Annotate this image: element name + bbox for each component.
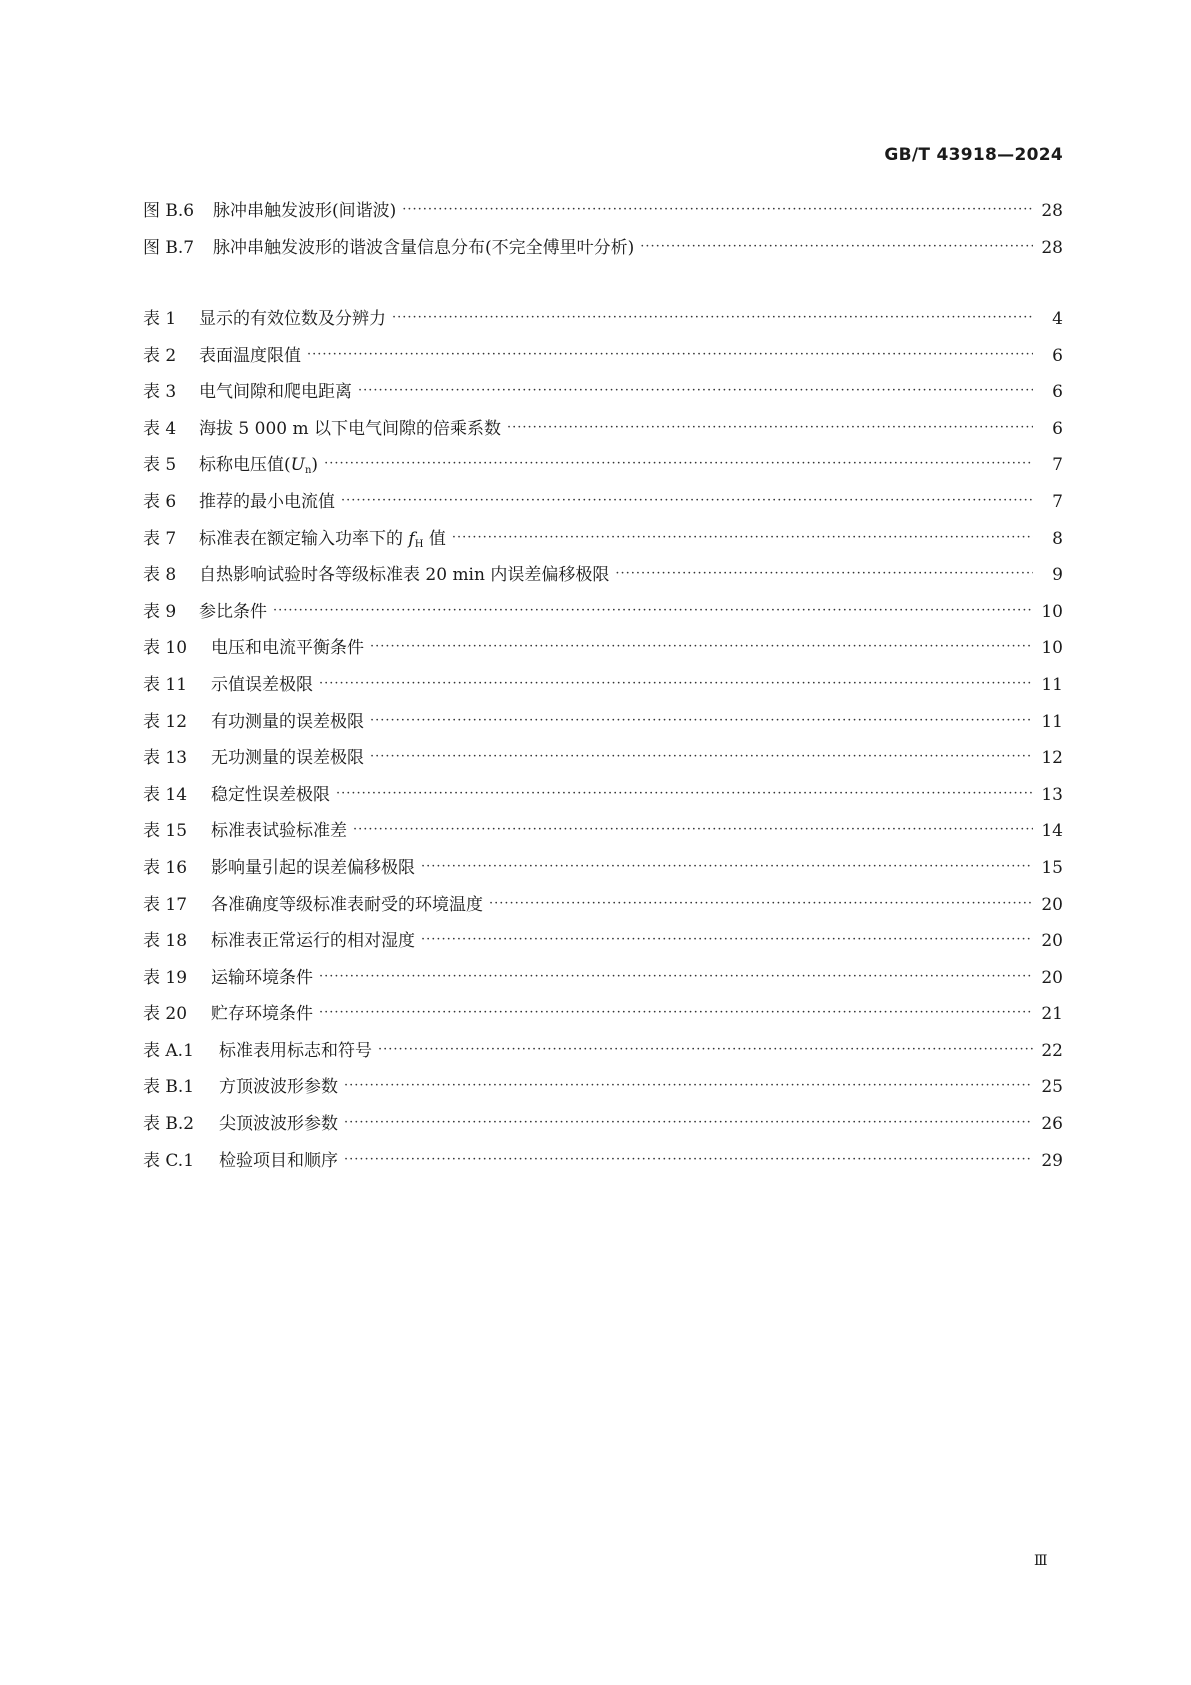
dot-leader [324, 456, 1033, 471]
dot-leader [370, 713, 1033, 728]
table-list [143, 304, 1063, 1182]
entry-title: 检验项目和顺序 [219, 1150, 338, 1171]
title-text: 标准表在额定输入功率下的 [199, 528, 409, 549]
entry-label: 表 1 [143, 309, 177, 329]
toc-entry-table-c1[interactable] [143, 1146, 1063, 1183]
entry-page: 15 [1041, 857, 1063, 878]
entry-label: 表 B.1 [143, 1077, 195, 1098]
entry-title: 电气间隙和爬电距离 [199, 382, 352, 403]
entry-title: 运输环境条件 [211, 967, 313, 988]
dot-leader [344, 1078, 1033, 1093]
entry-title: 参比条件 [199, 601, 267, 622]
dot-leader [489, 896, 1033, 911]
toc-entry-table-7[interactable] [143, 524, 1063, 561]
standard-code: GB/T 43918—2024 [884, 145, 1063, 165]
entry-label: 表 15 [143, 821, 188, 842]
toc-entry-table-12[interactable] [143, 707, 1063, 744]
page-number: Ⅲ [1034, 1553, 1047, 1569]
entry-title: 海拔 5 000 m 以下电气间隙的倍乘系数 [199, 418, 501, 439]
dot-leader [452, 530, 1033, 545]
entry-page: 8 [1052, 528, 1063, 549]
toc-entry-table-b1[interactable] [143, 1072, 1063, 1109]
entry-title: 示值误差极限 [211, 674, 313, 695]
toc-entry-table-4[interactable] [143, 414, 1063, 451]
entry-page: 26 [1041, 1114, 1063, 1135]
dot-leader [402, 202, 1033, 217]
entry-page: 13 [1041, 784, 1063, 805]
dot-leader [370, 639, 1033, 654]
title-subscript: H [414, 538, 424, 550]
entry-label: 表 12 [143, 711, 188, 732]
entry-label: 表 14 [143, 784, 188, 805]
entry-page: 10 [1041, 601, 1063, 622]
dot-leader [344, 1115, 1033, 1130]
toc-entry-table-18[interactable] [143, 926, 1063, 963]
entry-label: 表 13 [143, 748, 188, 769]
toc-entry-table-9[interactable] [143, 597, 1063, 634]
entry-page: 9 [1052, 565, 1063, 586]
dot-leader [319, 969, 1033, 984]
entry-label: 表 20 [143, 1004, 188, 1025]
entry-label: 表 5 [143, 455, 177, 476]
entry-page: 28 [1041, 237, 1063, 258]
toc-entry-table-14[interactable] [143, 780, 1063, 817]
entry-page: 20 [1041, 967, 1063, 988]
toc-entry-table-3[interactable] [143, 377, 1063, 414]
entry-title: 贮存环境条件 [211, 1004, 313, 1025]
entry-label: 表 6 [143, 491, 177, 512]
dot-leader [336, 786, 1033, 801]
entry-title: 推荐的最小电流值 [199, 491, 335, 512]
entry-label: 表 4 [143, 418, 177, 439]
toc-entry-table-16[interactable] [143, 853, 1063, 890]
title-text: 标称电压值( [199, 455, 291, 476]
entry-label: 表 8 [143, 565, 177, 586]
entry-label: 表 C.1 [143, 1150, 195, 1171]
title-variable: U [290, 455, 305, 476]
toc-entry-figure-b6[interactable] [143, 196, 1063, 233]
entry-label: 表 11 [143, 674, 188, 695]
toc-entry-table-13[interactable] [143, 743, 1063, 780]
dot-leader [370, 749, 1033, 764]
entry-page: 29 [1041, 1150, 1063, 1171]
entry-title: 稳定性误差极限 [211, 784, 330, 805]
title-variable: f [408, 528, 415, 549]
dot-leader [273, 603, 1033, 618]
entry-title: 方顶波波形参数 [219, 1077, 338, 1098]
entry-page: 14 [1041, 821, 1063, 842]
entry-label: 表 9 [143, 601, 177, 622]
entry-page: 21 [1041, 1004, 1063, 1025]
entry-title [199, 524, 446, 550]
entry-page: 25 [1041, 1077, 1063, 1098]
entry-title: 表面温度限值 [199, 345, 301, 366]
dot-leader [319, 1005, 1033, 1020]
toc-entry-table-17[interactable] [143, 890, 1063, 927]
dot-leader [358, 383, 1033, 398]
toc-entry-table-15[interactable] [143, 816, 1063, 853]
entry-page: 11 [1041, 674, 1063, 695]
entry-page: 12 [1041, 748, 1063, 769]
entry-title [199, 450, 318, 476]
dot-leader [421, 859, 1033, 874]
dot-leader [378, 1042, 1033, 1057]
dot-leader [615, 566, 1033, 581]
entry-label: 图 B.6 [143, 201, 195, 221]
dot-leader [353, 822, 1033, 837]
entry-label: 表 B.2 [143, 1114, 195, 1135]
dot-leader [344, 1152, 1033, 1167]
entry-page: 20 [1041, 931, 1063, 952]
entry-page: 4 [1052, 309, 1063, 329]
toc-entry-table-6[interactable] [143, 487, 1063, 524]
toc-entry-table-b2[interactable] [143, 1109, 1063, 1146]
dot-leader [507, 420, 1033, 435]
dot-leader [319, 676, 1033, 691]
entry-label: 图 B.7 [143, 237, 195, 258]
entry-label: 表 16 [143, 857, 188, 878]
toc-entry-table-a1[interactable] [143, 1036, 1063, 1073]
entry-title: 标准表试验标准差 [211, 821, 347, 842]
entry-page: 10 [1041, 638, 1063, 659]
title-text-end: ) [311, 455, 319, 476]
entry-label: 表 2 [143, 345, 177, 366]
toc-entry-table-8[interactable] [143, 560, 1063, 597]
entry-page: 6 [1052, 418, 1063, 439]
entry-title: 电压和电流平衡条件 [211, 638, 364, 659]
entry-title: 标准表正常运行的相对湿度 [211, 931, 415, 952]
entry-label: 表 10 [143, 638, 188, 659]
entry-title: 标准表用标志和符号 [219, 1040, 372, 1061]
toc-entry-table-19[interactable] [143, 963, 1063, 1000]
entry-label: 表 17 [143, 894, 188, 915]
dot-leader [421, 932, 1033, 947]
entry-title: 脉冲串触发波形的谐波含量信息分布(不完全傅里叶分析) [213, 237, 635, 258]
entry-label: 表 A.1 [143, 1040, 194, 1061]
figure-list [143, 196, 1063, 269]
toc-entry-figure-b7[interactable] [143, 233, 1063, 270]
entry-title: 自热影响试验时各等级标准表 20 min 内误差偏移极限 [199, 565, 610, 586]
dot-leader [307, 347, 1033, 362]
entry-page: 7 [1052, 455, 1063, 476]
entry-label: 表 19 [143, 967, 188, 988]
toc-entry-table-2[interactable] [143, 341, 1063, 378]
title-text-end: 值 [423, 528, 446, 549]
dot-leader [640, 239, 1033, 254]
entry-title: 尖顶波波形参数 [219, 1114, 338, 1135]
entry-page: 22 [1041, 1040, 1063, 1061]
entry-page: 7 [1052, 491, 1063, 512]
entry-title: 脉冲串触发波形(间谐波) [213, 201, 397, 221]
entry-label: 表 18 [143, 931, 188, 952]
entry-label: 表 7 [143, 528, 177, 549]
entry-page: 6 [1052, 382, 1063, 403]
toc-entry-table-5[interactable] [143, 450, 1063, 487]
entry-title: 显示的有效位数及分辨力 [199, 309, 386, 329]
entry-page: 6 [1052, 345, 1063, 366]
toc-entry-table-20[interactable] [143, 999, 1063, 1036]
toc-entry-table-10[interactable] [143, 633, 1063, 670]
entry-page: 11 [1041, 711, 1063, 732]
entry-title: 无功测量的误差极限 [211, 748, 364, 769]
toc-entry-table-1[interactable] [143, 304, 1063, 341]
entry-title: 影响量引起的误差偏移极限 [211, 857, 415, 878]
dot-leader [341, 493, 1033, 508]
entry-title: 有功测量的误差极限 [211, 711, 364, 732]
entry-page: 28 [1041, 201, 1063, 221]
toc-entry-table-11[interactable] [143, 670, 1063, 707]
dot-leader [392, 310, 1033, 325]
entry-label: 表 3 [143, 382, 177, 403]
entry-title: 各准确度等级标准表耐受的环境温度 [211, 894, 483, 915]
title-subscript: n [304, 465, 312, 477]
entry-page: 20 [1041, 894, 1063, 915]
